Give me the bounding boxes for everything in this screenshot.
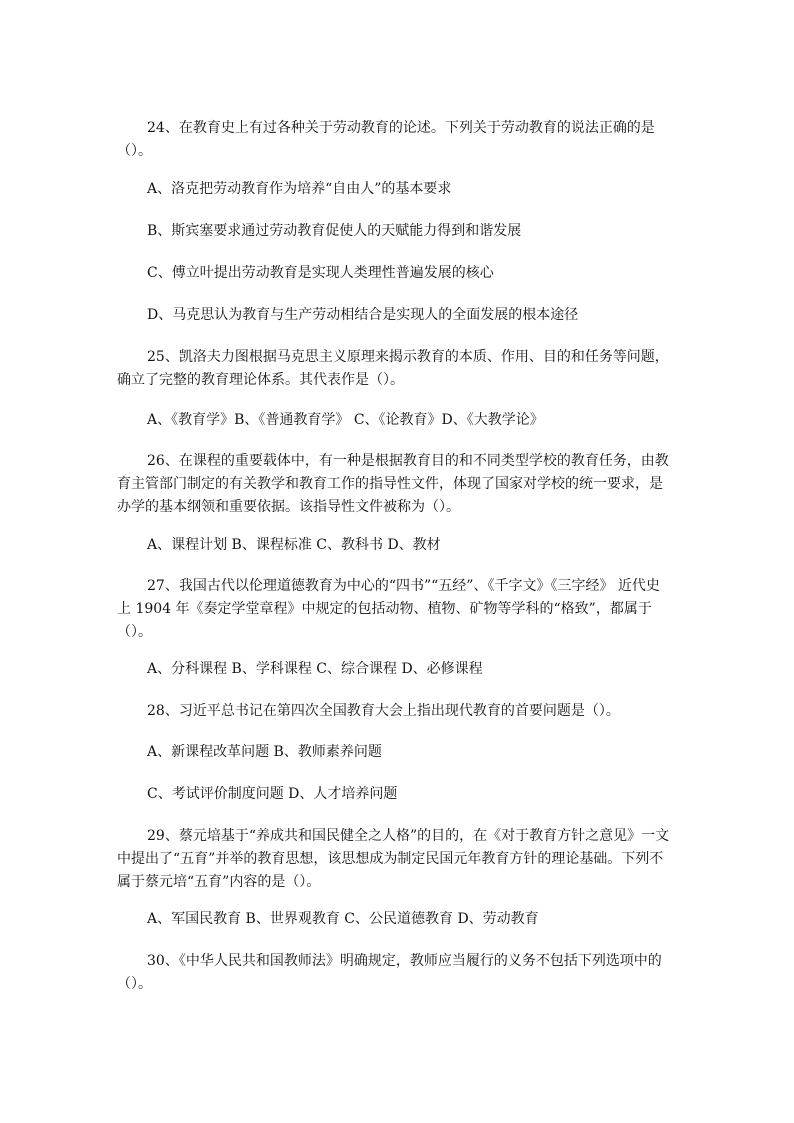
question-24-option-c: C、傅立叶提出劳动教育是实现人类理性普遍发展的核心 [147, 265, 494, 281]
question-30-stem: 30、《中华人民共和国教师法》明确规定，教师应当履行的义务不包括下列选项中的（）。 [117, 953, 662, 992]
question-28-stem: 28、习近平总书记在第四次全国教育大会上指出现代教育的首要问题是（）。 [147, 703, 620, 719]
question-27-stem: 27、我国古代以伦理道德教育为中心的“四书”“五经”、《千字文》《三字经》 近代史上 1904 年《奏定学堂章程》中规定的包括动物、植物、矿物等学科的“格致”，都属于（）。 [117, 578, 660, 640]
question-24-option-a: A、洛克把劳动教育作为培养“自由人”的基本要求 [147, 181, 452, 197]
question-26-stem: 26、在课程的重要载体中，有一种是根据教育目的和不同类型学校的教育任务，由教育主管部门制定的有关教学和教育工作的指导性文件，体现了国家对学校的统一要求，是办学的基本纲领和重要依据。该指导性文件被称为（）。 [117, 453, 669, 515]
question-25-stem: 25、凯洛夫力图根据马克思主义原理来揭示教育的本质、作用、目的和任务等问题，确立了完整的教育理论体系。其代表作是（）。 [117, 349, 669, 388]
question-24-option-b: B、斯宾塞要求通过劳动教育促使人的天赋能力得到和谐发展 [147, 223, 522, 239]
question-25-options: A、《教育学》B、《普通教育学》 C、《论教育》D、《大教学论》 [147, 412, 544, 428]
question-26-options: A、课程计划 B、课程标准 C、教科书 D、教材 [147, 537, 441, 553]
question-28-option-cd: C、考试评价制度问题 D、人才培养问题 [147, 786, 398, 802]
question-24-stem: 24、在教育史上有过各种关于劳动教育的论述。下列关于劳动教育的说法正确的是（）。 [117, 120, 655, 159]
question-29-stem: 29、蔡元培基于“养成共和国民健全之人格”的目的，在《对于教育方针之意见》一文中提出了“五育”并举的教育思想，该思想成为制定民国元年教育方针的理论基础。下列不属于蔡元培“五育”内容的是（）。 [117, 828, 670, 890]
question-29-options: A、军国民教育 B、世界观教育 C、公民道德教育 D、劳动教育 [147, 911, 539, 927]
question-24-option-d: D、马克思认为教育与生产劳动相结合是实现人的全面发展的根本途径 [147, 307, 579, 323]
question-28-option-ab: A、新课程改革问题 B、教师素养问题 [147, 744, 382, 760]
question-27-options: A、分科课程 B、学科课程 C、综合课程 D、必修课程 [147, 661, 483, 677]
